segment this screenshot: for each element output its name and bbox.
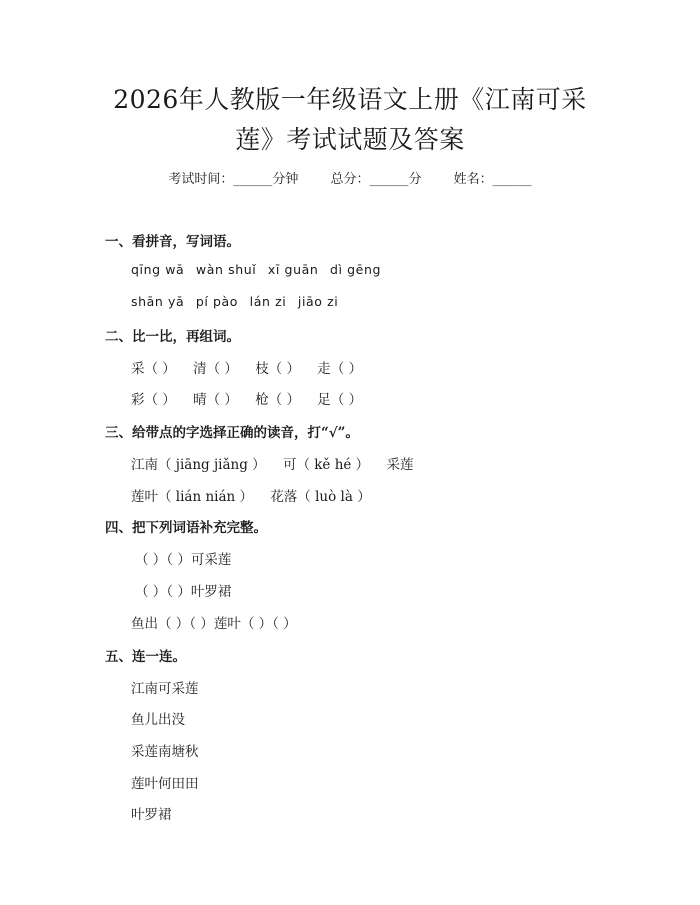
pinyin-word: jiāo zi — [297, 294, 339, 309]
student-name: 姓名：______ — [453, 172, 532, 187]
char-blank: 采（ ） — [131, 361, 176, 377]
title-line-1: 2026年人教版一年级语文上册《江南可采 — [113, 85, 587, 114]
reading-row-2 — [131, 485, 384, 505]
char-blank: 足（ ） — [317, 392, 363, 408]
reading-choice: 莲叶（ lián nián ） — [131, 489, 254, 505]
pinyin-word: qīng wā — [131, 262, 185, 277]
pinyin-word: pí pào — [195, 294, 239, 309]
char-blank: 清（ ） — [193, 361, 238, 377]
reading-choice: 可（ kě hé ） — [282, 457, 370, 473]
match-item: 采莲南塘秋 — [131, 744, 199, 760]
match-item: 叶罗裙 — [131, 807, 172, 823]
match-item: 鱼儿出没 — [131, 712, 185, 728]
char-blank: 枪（ ） — [255, 392, 300, 408]
pinyin-row-1 — [131, 262, 388, 277]
total-score: 总分：______分 — [330, 172, 422, 187]
section-2-heading: 二、比一比，再组词。 — [105, 329, 240, 345]
title-line-2: 莲》考试试题及答案 — [235, 125, 465, 154]
char-blank: 走（ ） — [317, 361, 363, 377]
section-4-heading: 四、把下列词语补充完整。 — [105, 520, 267, 536]
fill-row-1: （ ）（ ）可采莲 — [135, 552, 232, 568]
exam-time: 考试时间：______分钟 — [168, 172, 299, 187]
pinyin-word: shān yā — [131, 294, 185, 309]
reading-choice: 采莲 — [386, 457, 414, 473]
fill-row-2: （ ）（ ）叶罗裙 — [135, 584, 232, 600]
match-item: 江南可采莲 — [131, 681, 199, 697]
section-1-heading: 一、看拼音，写词语。 — [105, 234, 240, 250]
pinyin-word: wàn shuǐ — [195, 262, 257, 277]
reading-choice: 江南（ jiāng jiǎng ） — [131, 457, 266, 473]
char-blank: 晴（ ） — [193, 392, 238, 408]
exam-info — [0, 168, 700, 187]
compare-row-1 — [131, 357, 375, 377]
section-5-heading: 五、连一连。 — [105, 649, 186, 665]
compare-row-2 — [131, 388, 375, 408]
pinyin-word: xī guān — [267, 262, 319, 277]
reading-row-1 — [131, 453, 426, 473]
section-3-heading: 三、给带点的字选择正确的读音，打“√”。 — [105, 425, 359, 441]
char-blank: 彩（ ） — [131, 392, 176, 408]
pinyin-row-2 — [131, 294, 345, 309]
reading-choice: 花落（ luò là ） — [270, 489, 371, 505]
char-blank: 枝（ ） — [255, 361, 300, 377]
pinyin-word: lán zi — [249, 294, 287, 309]
page-title — [0, 80, 700, 160]
fill-row-3: 鱼出（ ）（ ）莲叶（ ）（ ） — [131, 616, 297, 632]
match-item: 莲叶何田田 — [131, 776, 199, 792]
pinyin-word: dì gēng — [329, 262, 382, 277]
